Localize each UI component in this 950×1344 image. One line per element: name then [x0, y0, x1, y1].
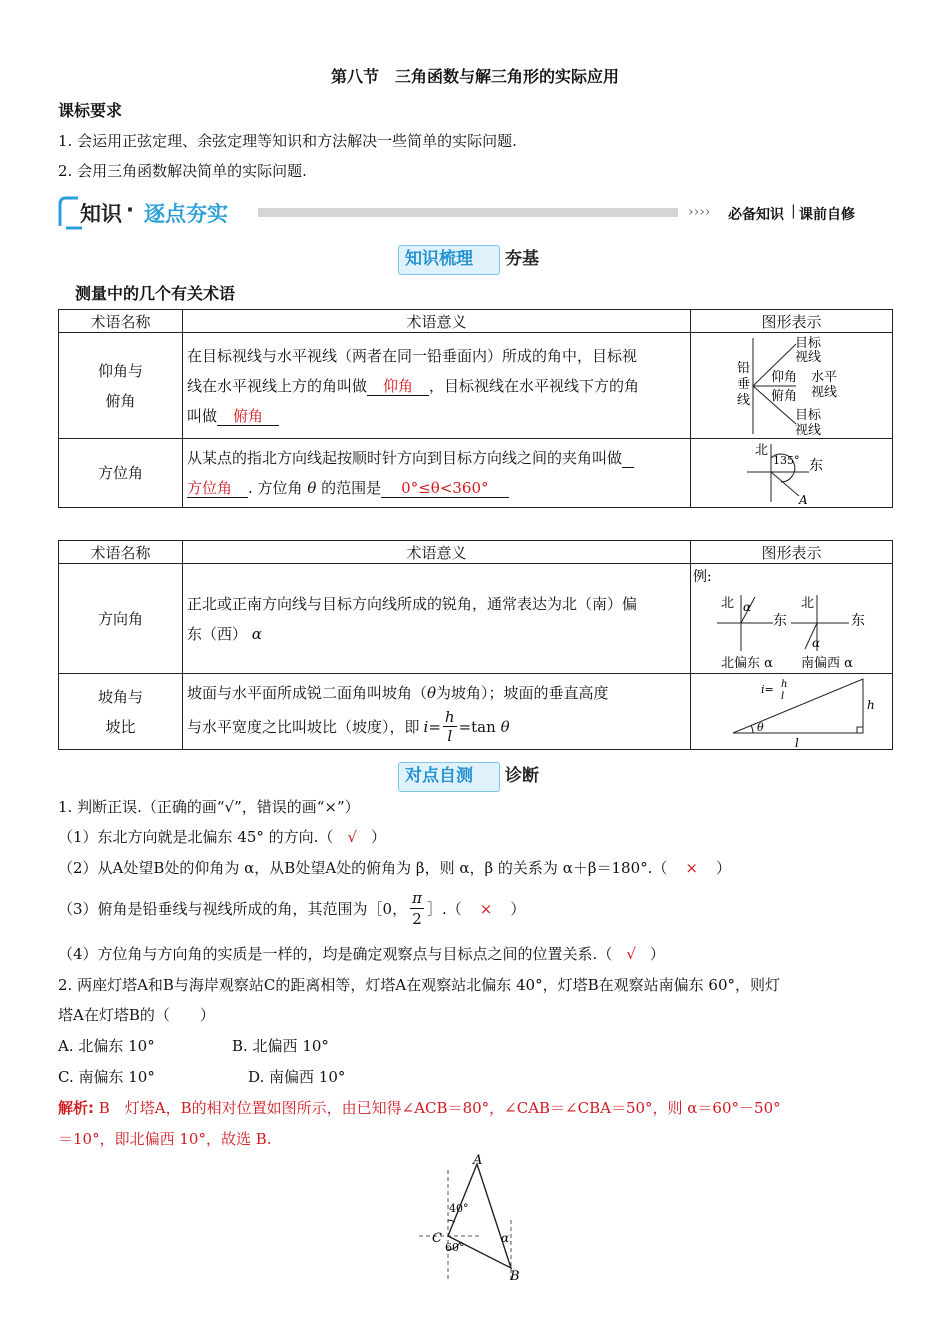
- banner-arrows: ››››: [688, 204, 711, 220]
- q2-option-a: A. 北偏东 10°: [58, 1037, 155, 1055]
- answer-bearing: 方位角: [187, 479, 248, 498]
- q2-analysis-b: ＝10°，即北偏西 10°，故选 B.: [58, 1130, 272, 1148]
- lighthouse-diagram: [415, 1150, 535, 1285]
- svg-text:视线: 视线: [811, 384, 838, 400]
- meaning-elevation-depression: 在目标视线与水平视线（两者在同一铅垂面内）所成的角中，目标视 线在水平视线上方的角叫做 仰角 ，目标视线在水平视线下方的角 叫做 俯角: [183, 333, 691, 439]
- q1-stem: 1. 判断正误.（正确的画“√”，错误的画“×”）: [58, 798, 360, 816]
- svg-text:B: B: [510, 1269, 520, 1284]
- header-figure-2: 图形表示: [691, 541, 893, 564]
- svg-text:60°: 60°: [445, 1241, 465, 1254]
- figure-bearing: [691, 439, 893, 508]
- svg-text:北偏东 α: 北偏东 α: [721, 655, 773, 671]
- svg-text:C: C: [432, 1231, 442, 1246]
- svg-text:北: 北: [721, 595, 735, 611]
- answer-bearing-range: 0°≤θ<360°: [381, 479, 508, 498]
- svg-text:135°: 135°: [773, 454, 800, 467]
- svg-text:A: A: [473, 1153, 483, 1168]
- meaning-slope: 坡面与水平面所成锐二面角叫坡角（θ为坡角）；坡面的垂直高度 与水平宽度之比叫坡比（坡度），即 i = $\frac{h}{l}$ =tan θ: [183, 674, 691, 750]
- subheading: 测量中的几个有关术语: [75, 284, 236, 303]
- term-bearing: 方位角: [59, 439, 183, 508]
- svg-text:垂: 垂: [737, 376, 751, 392]
- section-tag-suffix-2: 诊断: [505, 766, 539, 786]
- svg-text:东: 东: [809, 458, 823, 474]
- svg-text:A: A: [799, 493, 808, 506]
- banner-left-a: 知识: [80, 202, 122, 226]
- answer-elevation: 仰角: [367, 377, 429, 396]
- section-tag-2: 对点自测: [405, 766, 473, 786]
- meaning-bearing: 从某点的指北方向线起按顺时针方向到目标方向线之间的夹角叫做 方位角 . 方位角 θ 的范围是 0°≤θ<360°: [183, 439, 691, 508]
- svg-text:目标: 目标: [795, 407, 822, 423]
- figure-elevation-depression: [691, 333, 893, 439]
- bearing-diagram: [691, 440, 891, 506]
- q2-option-b: B. 北偏西 10°: [232, 1037, 329, 1055]
- svg-text:h: h: [867, 697, 875, 712]
- header-meaning-2: 术语意义: [183, 541, 691, 564]
- direction-diagram: [691, 565, 891, 673]
- svg-text:水平: 水平: [811, 369, 838, 385]
- term-slope: 坡角与 坡比: [59, 674, 183, 750]
- svg-text:仰角: 仰角: [771, 369, 798, 385]
- page-title: 第八节 三角函数与解三角形的实际应用: [330, 67, 619, 86]
- terms-table-2: [58, 540, 893, 750]
- svg-text:俯角: 俯角: [771, 388, 798, 404]
- svg-text:目标: 目标: [795, 335, 822, 351]
- svg-text:北: 北: [801, 595, 815, 611]
- svg-text:l: l: [795, 735, 799, 749]
- banner-right-b: 课前自修: [799, 207, 855, 223]
- q1-item-2: （2）从A处望B处的仰角为 α，从B处望A处的俯角为 β，则 α，β 的关系为 α＋β＝180°.（ × ）: [58, 859, 731, 877]
- svg-text:h: h: [781, 678, 788, 690]
- elevation-diagram: [691, 334, 891, 438]
- q2-option-d: D. 南偏西 10°: [248, 1068, 346, 1086]
- banner-dot: ·: [126, 198, 134, 222]
- svg-text:α: α: [812, 635, 821, 650]
- header-meaning: 术语意义: [183, 310, 691, 333]
- requirements-heading: 课标要求: [58, 101, 123, 120]
- slope-fraction: $\frac{h}{l}$: [444, 708, 455, 745]
- term-elevation-depression: 仰角与 俯角: [59, 333, 183, 439]
- header-name: 术语名称: [59, 310, 183, 333]
- requirement-1: 1. 会运用正弦定理、余弦定理等知识和方法解决一些简单的实际问题.: [58, 132, 517, 150]
- svg-text:θ: θ: [757, 720, 764, 734]
- pi-fraction: π 2: [412, 889, 422, 928]
- header-figure: 图形表示: [691, 310, 893, 333]
- svg-text:视线: 视线: [795, 422, 822, 438]
- svg-text:东: 东: [851, 612, 865, 629]
- svg-text:铅: 铅: [737, 360, 751, 376]
- term-direction-angle: 方向角: [59, 564, 183, 674]
- svg-text:α: α: [501, 1231, 510, 1245]
- svg-text:例:: 例:: [693, 568, 712, 585]
- figure-direction-angle: [691, 564, 893, 674]
- q2-stem-b: 塔A在灯塔B的（ ）: [58, 1006, 215, 1024]
- banner-right-a: 必备知识: [728, 207, 784, 223]
- section-banner: [58, 196, 892, 230]
- svg-text:i=: i=: [761, 682, 774, 696]
- meaning-direction-angle: 正北或正南方向线与目标方向线所成的锐角，通常表达为北（南）偏 东（西） α: [183, 564, 691, 674]
- svg-text:东: 东: [773, 612, 787, 629]
- section-tag: 知识梳理: [405, 249, 473, 269]
- requirement-2: 2. 会用三角函数解决简单的实际问题.: [58, 162, 307, 180]
- section-tag-suffix: 夯基: [505, 249, 539, 269]
- svg-text:l: l: [781, 690, 785, 702]
- q1-item-1: （1）东北方向就是北偏东 45° 的方向.（ √ ）: [58, 828, 387, 846]
- banner-left-b: 逐点夯实: [144, 202, 228, 226]
- answer-depression: 俯角: [217, 407, 279, 426]
- slope-diagram: [691, 675, 891, 749]
- q2-option-c: C. 南偏东 10°: [58, 1068, 155, 1086]
- q1-item-4: （4）方位角与方向角的实质是一样的，均是确定观察点与目标点之间的位置关系.（ √ ）: [58, 945, 665, 963]
- svg-text:南偏西 α: 南偏西 α: [801, 655, 853, 671]
- svg-text:北: 北: [755, 443, 769, 458]
- q2-stem-a: 2. 两座灯塔A和B与海岸观察站C的距离相等，灯塔A在观察站北偏东 40°，灯塔B在观察站南偏东 60°，则灯: [58, 976, 780, 994]
- header-name-2: 术语名称: [59, 541, 183, 564]
- svg-text:40°: 40°: [449, 1202, 469, 1215]
- q2-analysis-a: 解析: B 灯塔A，B的相对位置如图所示，由已知得∠ACB＝80°，∠CAB＝∠CBA＝50°，则 α＝60°－50°: [58, 1099, 781, 1117]
- banner-sep: |: [791, 203, 796, 219]
- svg-text:线: 线: [737, 392, 751, 408]
- terms-table-1: [58, 309, 893, 508]
- svg-text:α: α: [743, 599, 752, 614]
- figure-slope: [691, 674, 893, 750]
- svg-text:视线: 视线: [795, 349, 822, 365]
- q1-item-3: （3）俯角是铅垂线与视线所成的角，其范围为［0， π 2 ］.（ × ）: [58, 889, 526, 928]
